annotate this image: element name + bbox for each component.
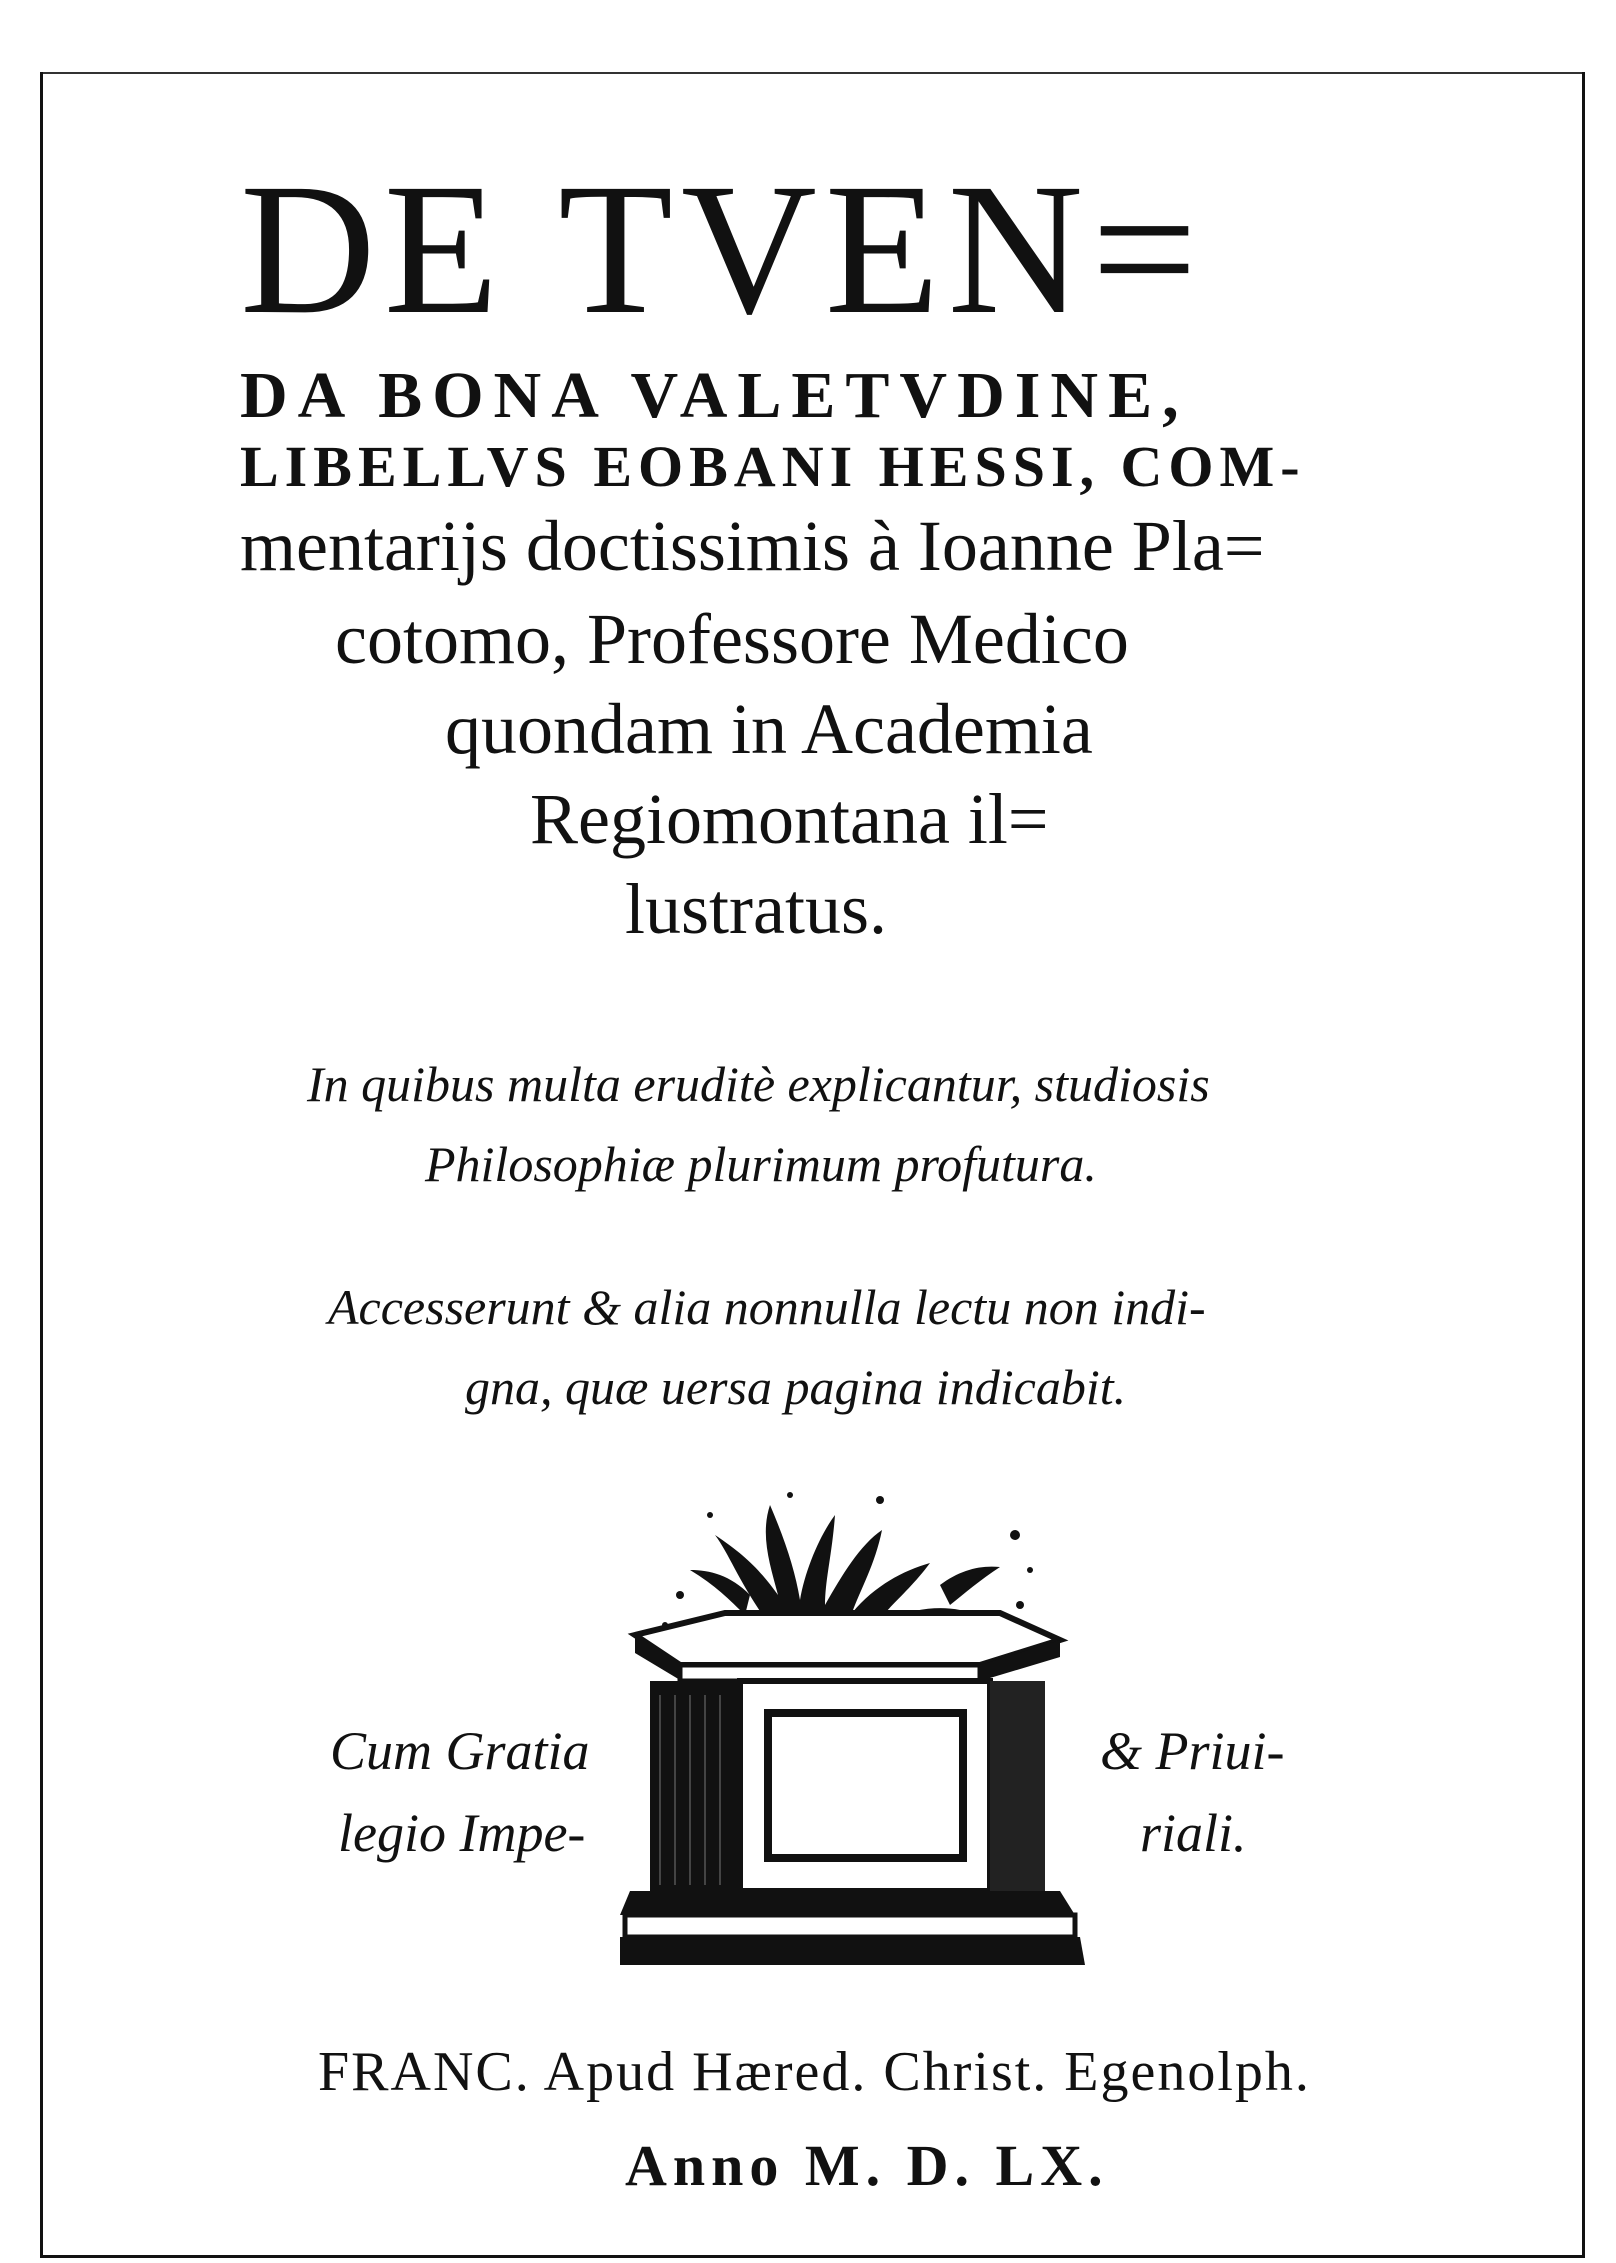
privilege-right-line-1: & Priui- [1100, 1721, 1285, 1781]
privilege-right-line-2: riali. [1140, 1803, 1247, 1863]
title-roman-line-5: lustratus. [625, 869, 887, 949]
printer-imprint: FRANC. Apud Hæred. Christ. Egenolph. [318, 2041, 1311, 2103]
frame-border-top [40, 72, 1585, 74]
title-roman-line-3: quondam in Academia [445, 689, 1093, 769]
privilege-left-line-1: Cum Gratia [330, 1721, 590, 1781]
flaming-altar-icon [620, 1475, 1090, 1970]
privilege-left-line-2: legio Impe- [338, 1803, 586, 1863]
frame-border-bottom [40, 2255, 1585, 2258]
title-caps-line-2: LIBELLVS EOBANI HESSI, COM- [240, 434, 1306, 499]
description-line-4: gna, quæ uersa pagina indicabit. [465, 1359, 1127, 1415]
frame-border-left [40, 72, 43, 2257]
title-caps-line-1: DA BONA VALETVDINE, [240, 359, 1189, 432]
title-roman-line-1: mentarijs doctissimis à Ioanne Pla= [240, 506, 1265, 586]
title-roman-line-2: cotomo, Professore Medico [335, 599, 1129, 679]
frame-border-right [1582, 72, 1585, 2257]
book-title: DE TVEN= [240, 144, 1206, 353]
title-roman-line-4: Regiomontana il= [530, 779, 1049, 859]
description-line-3: Accesserunt & alia nonnulla lectu non indi- [328, 1279, 1206, 1335]
description-line-1: In quibus multa eruditè explicantur, studiosis [307, 1056, 1210, 1112]
description-line-2: Philosophiæ plurimum profutura. [425, 1136, 1097, 1192]
publication-year: Anno M. D. LX. [625, 2133, 1109, 2198]
